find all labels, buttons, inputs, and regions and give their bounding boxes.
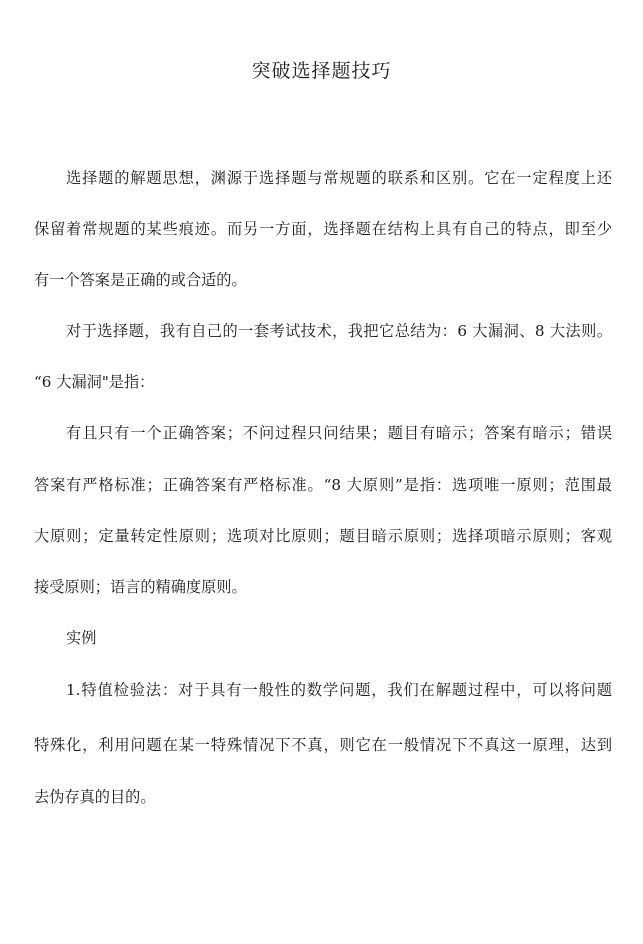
paragraph-3-line-2: 答案有严格标准；正确答案有严格标准。“8 大原则”是指：选项唯一原则；范围最 <box>34 476 612 494</box>
paragraph-2-line-2: “6 大漏洞"是指： <box>34 373 155 391</box>
paragraph-1-line-1: 选择题的解题思想，渊源于选择题与常规题的联系和区别。它在一定程度上还 <box>66 169 612 187</box>
paragraph-3-line-3: 大原则；定量转定性原则；选项对比原则；题目暗示原则；选择项暗示原则；客观 <box>34 527 612 545</box>
paragraph-1-line-2: 保留着常规题的某些痕迹。而另一方面，选择题在结构上具有自己的特点，即至少 <box>34 220 612 238</box>
paragraph-1-line-3: 有一个答案是正确的或合适的。 <box>34 271 247 289</box>
paragraph-4-line-1: 1.特值检验法：对于具有一般性的数学问题，我们在解题过程中，可以将问题 <box>66 681 612 699</box>
document-title: 突破选择题技巧 <box>251 60 392 82</box>
paragraph-4-line-3: 去伪存真的目的。 <box>34 788 156 806</box>
paragraph-3-line-4: 接受原则；语言的精确度原则。 <box>34 578 247 596</box>
section-heading-example: 实例 <box>66 629 97 647</box>
paragraph-4-line-2: 特殊化，利用问题在某一特殊情况下不真，则它在一般情况下不真这一原理，达到 <box>34 736 612 754</box>
paragraph-2-line-1: 对于选择题，我有自己的一套考试技术，我把它总结为：6 大漏洞、8 大法则。 <box>66 322 612 340</box>
paragraph-3-line-1: 有且只有一个正确答案；不问过程只问结果；题目有暗示；答案有暗示；错误 <box>66 424 612 442</box>
